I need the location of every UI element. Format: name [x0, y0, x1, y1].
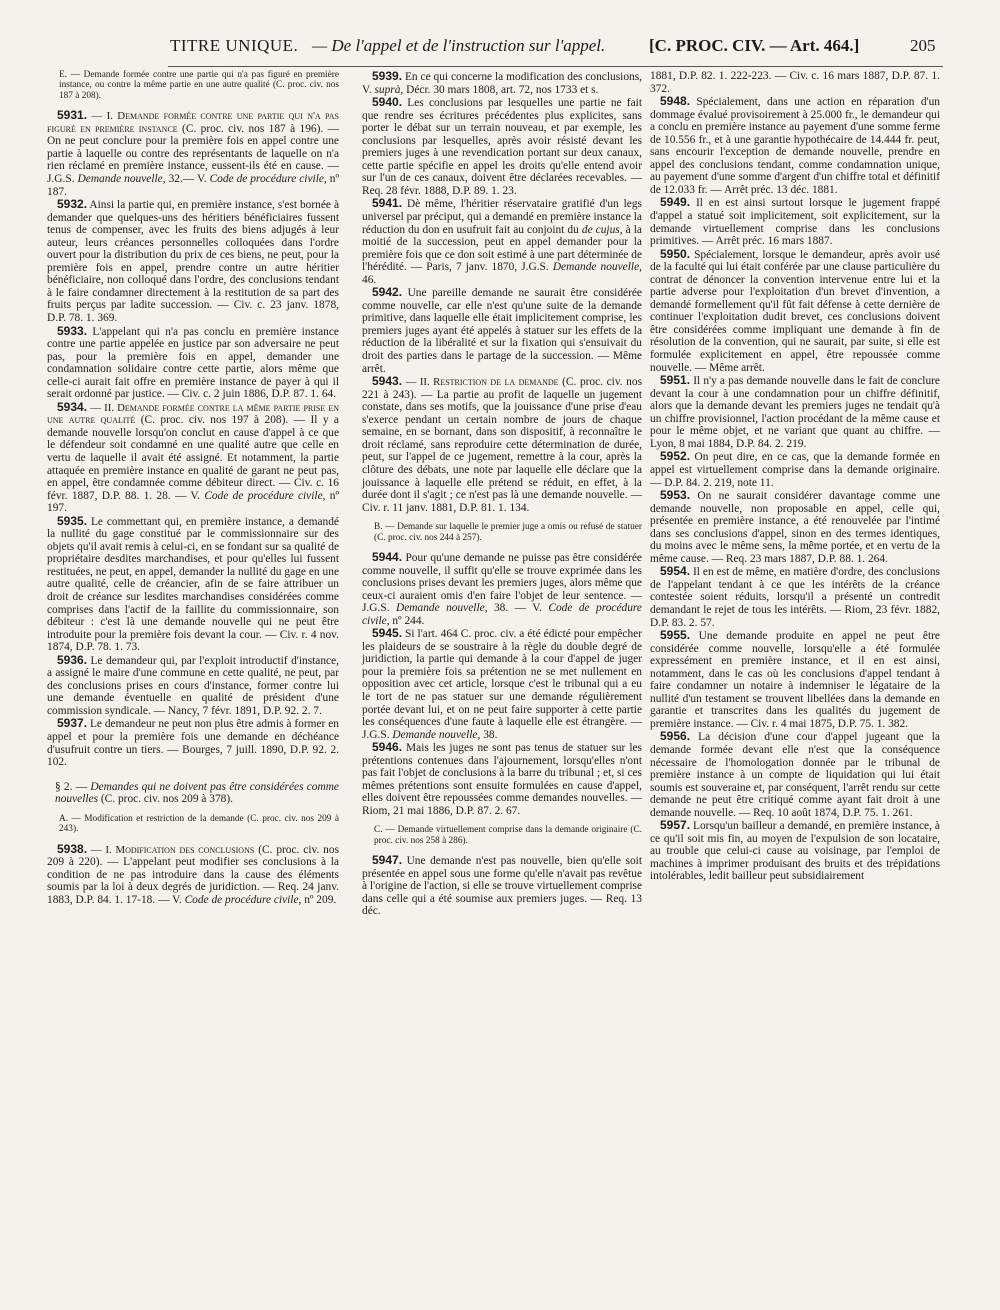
header-title: TITRE UNIQUE.: [170, 36, 299, 55]
citation-title: Demande nouvelle: [396, 602, 485, 615]
paragraph-5954: [650, 565, 940, 629]
paragraph-5937: [47, 717, 339, 768]
paragraph-text: Le demandeur ne peut non plus être admis à former en appel et pour la première fois une demande en déchéance d'usufruit contre un tiers. — Bourges, 7 juill. 1890, D.P. 92. 2. 102.: [47, 718, 339, 769]
header-rule: [168, 66, 943, 67]
paragraph-5938: [47, 843, 339, 907]
paragraph-text: (C. proc. civ. nos 221 à 243). — La partie au profit de laquelle un jugement constate, dans ses motifs, que la jouissance d'une prise d'eau s'exerce pendant un certain nombre de jours de chaque semaine, en se bornant, dans son dispositif, à reconnaître le droit réclamé, sans reproduire cette détermination de durée, peut, sur l'appel de ce jugement, remettre à la cour, après la clôture des débats, une note par laquelle elle déclare que la jouissance à laquelle elle prétend se réduit, en effet, à la durée dont il s'agit ; ce n'est pas là une demande nouvelle. — Civ. r. 11 janv. 1881, D.P. 81. 1. 134.: [362, 376, 643, 514]
paragraph-text: , 38. — V.: [484, 602, 542, 615]
paragraph-number: 5954.: [660, 564, 691, 579]
paragraph-text: (C. proc. civ. nos 197 à 208). — Il y a demande nouvelle lorsqu'on conclut en cause d'appel à ce que le défendeur soit condamné en une qualité autre que celle en vertu de laquelle il avait été assigné. Et notamment, la partie attaquée en première instance en qualité de garant ne peut pas, en appel, être condamnée comme débiteur direct. — Civ. c. 16 févr. 1887, D.P. 88. 1. 28. — V.: [47, 414, 339, 502]
paragraph-number: 5935.: [57, 513, 88, 528]
citation-title: Code de procédure civile: [209, 172, 324, 185]
paragraph-text: On ne saurait considérer davantage comme une demande nouvelle, non proposable en appel, celle qui, présentée en première instance, a été renouvelée par l'intimé dans ses conclusions d'appel, sinon en des termes identiques, du moins avec le même sens, la même portée, et en vertu de la même cause. — Req. 23 mars 1887, D.P. 88. 1. 264.: [650, 490, 940, 565]
paragraph-text: Une demande n'est pas nouvelle, bien qu'elle soit présentée en appel sous une forme qu'elle n'avait pas revêtue à l'origine de l'action, si elle se trouve virtuellement comprise dans celle qui a été soumise aux premiers juges. — Req. 13 déc.: [362, 855, 642, 918]
paragraph-5935: [47, 515, 339, 654]
paragraph-5939: [362, 70, 642, 96]
subsection-heading-b: B. — Demande sur laquelle le premier juge a omis ou refusé de statuer (C. proc. civ. nos 244 à 257).: [374, 522, 642, 543]
paragraph-number: 5934.: [57, 399, 88, 414]
paragraph-heading: — I. Modification des conclusions: [90, 843, 255, 856]
paragraph-number: 5936.: [57, 652, 88, 667]
subsection-heading-c: C. — Demande virtuellement comprise dans la demande originaire (C. proc. civ. nos 258 à 286).: [374, 825, 642, 846]
paragraph-text: Si l'art. 464 C. proc. civ. a été édicté pour empêcher les plaideurs de se soustraire à la règle du double degré de juridiction, la partie qui demande à la cour d'appel de juger pour la première fois sa prétention ne se met nullement en opposition avec cet article, lorsque c'est le tribunal qui a eu le tort de ne pas statuer sur une demande régulièrement portée devant lui, et on ne peut faire supporter à cette partie les conséquences d'une faute à laquelle elle est étrangère. — J.G.S.: [362, 628, 642, 741]
paragraph-number: 5950.: [660, 246, 691, 261]
paragraph-5941: [362, 197, 642, 286]
section-title: Demandes qui ne doivent pas être considérées comme nouvelles: [55, 780, 339, 806]
paragraph-text: Les conclusions par lesquelles une partie ne fait que rendre ses écritures précédentes plus explicites, sans porter le débat sur un terrain nouveau, et par exemple, les conclusions par lesquelles, après avoir résisté devant les premiers juges à une revendication portant sur deux canaux, cette partie spécifie en appel les droits qu'elle entend avoir sur l'un de ces canaux, doivent être déclarées recevables. — Req. 28 févr. 1888, D.P. 89. 1. 23.: [362, 97, 642, 197]
paragraph-text: Ainsi la partie qui, en première instance, s'est bornée à demander que quelques-uns des héritiers bénéficiaires fussent tenus de compenser, avec les fruits des biens adjugés à leur auteur, leurs créances personnelles colloquées dans l'ordre ouvert pour la distribution du prix de ces biens, ne peut, pour la première fois en appel, prendre contre un autre héritier bénéficiaire, non colloqué dans l'ordre, des conclusions tendant à le faire condamner directement à la restitution de sa part des fruits perçus par ladite succession. — Civ. c. 23 janv. 1878, D.P. 78. 1. 369.: [47, 199, 339, 324]
paragraph-number: 5940.: [372, 95, 403, 110]
paragraph-number: 5931.: [57, 108, 88, 123]
paragraph-number: 5945.: [372, 626, 403, 641]
paragraph-text: (C. proc. civ. nos 187 à 196). — On ne peut conclure pour la première fois en appel contre une partie à laquelle ou contre des représentants de laquelle on n'a rien réclamé en première instance, eussent-ils été en cause. — J.G.S.: [47, 122, 340, 185]
citation-title: suprà: [374, 83, 401, 96]
paragraph-text: , nº 244.: [386, 614, 425, 627]
paragraph-5956: [650, 730, 940, 819]
paragraph-text: Il en est ainsi surtout lorsque le jugement frappé d'appel a statué soit implicitement, soit explicitement, sur la demande virtuellement comprise dans les conclusions primitives. — Arrêt préc. 16 mars 1887.: [650, 197, 940, 248]
paragraph-text: , nº 209.: [298, 893, 337, 906]
paragraph-text: Pour qu'une demande ne puisse pas être considérée comme nouvelle, il suffit qu'elle se trouve exprimée dans les conclusions prises devant les premiers juges, alors même que ceux-ci auraient omis d'en faire l'objet de leur sentence. — J.G.S.: [362, 551, 642, 615]
paragraph-text: Il n'y a pas demande nouvelle dans le fait de conclure devant la cour à une condamnation pour un chiffre définitif, alors que la demande devant les premiers juges ne tendait qu'à un chiffre provisionnel, l'action procédant de la même cause et pour le même objet, et ne variant que quant au chiffre. — Lyon, 8 mai 1884, D.P. 84. 2. 219.: [650, 375, 940, 450]
paragraph-number: 5957.: [660, 818, 691, 833]
paragraph-number: 5956.: [660, 729, 691, 744]
paragraph-text: Lorsqu'un bailleur a demandé, en première instance, à ce qu'il soit mis fin, au moyen de l'expulsion de son locataire, au trouble que celui-ci cause au voisinage, par l'emploi de machines à imprimer produisant des bruits et des trépidations intolérables, ledit bailleur peut subsidiairement: [650, 820, 940, 883]
paragraph-number: 5953.: [660, 488, 691, 503]
section-number: § 2. —: [55, 780, 88, 793]
paragraph-text: Le demandeur qui, par l'exploit introductif d'instance, a assigné le maire d'une commune en cette qualité, ne peut, par des conclusions prises en cours d'instance, former contre lui une demande éventuelle en qualité de président d'une commission syndicale. — Nancy, 7 févr. 1891, D.P. 92. 2. 7.: [47, 654, 339, 717]
paragraph-number: 5941.: [372, 196, 403, 211]
paragraph-number: 5946.: [372, 740, 403, 755]
paragraph-text: Une pareille demande ne saurait être considérée comme nouvelle, car elle n'est qu'une suite de la demande primitive, dans laquelle elle était implicitement comprise, les premiers juges ayant été appelés à statuer sur les effets de la réduction de la libéralité et sur la fixation qui s'ensuivait du droit des parties dans le partage de la succession. — Même arrêt.: [362, 287, 642, 375]
citation-title: Demande nouvelle: [552, 261, 640, 274]
paragraph-text: , 46.: [362, 261, 642, 286]
paragraph-heading: — II. Restriction de la demande: [405, 376, 559, 389]
paragraph-5944: [362, 551, 642, 627]
paragraph-5945: [362, 627, 642, 741]
paragraph-text: Mais les juges ne sont pas tenus de statuer sur les prétentions contenues dans l'ajournement, lorsqu'elles n'ont pas fait l'objet de conclusions à la barre du tribunal ; et, si ces mêmes prétentions sont ensuite formulées en cause d'appel, elles doivent être repoussées comme demandes nouvelles. — Riom, 21 mai 1886, D.P. 87. 2. 67.: [362, 742, 642, 817]
paragraph-5947: [362, 854, 642, 918]
paragraph-text: Spécialement, dans une action en réparation d'un dommage évalué provisoirement à 25.000 fr., le demandeur qui a conclu en première instance au payement d'une somme ferme de 10.556 fr., et à une garantie hypothécaire de 14.444 fr. peut, sans encourir l'exception de demande nouvelle, prendre en appel des conclusions tendant, comme condamnation unique, au payement d'une somme d'argent d'un chiffre total et définitif de 12.033 fr. — Arrêt préc. 13 déc. 1881.: [650, 96, 940, 196]
column-left: [47, 70, 339, 906]
column-right: [650, 70, 940, 883]
paragraph-5934: [47, 401, 339, 515]
paragraph-text: , 32.— V.: [162, 172, 207, 185]
paragraph-text: Il en est de même, en matière d'ordre, des conclusions de l'appelant tendant à ce que les intérêts de la créance contestée soient réduits, lorsqu'il a présenté un contredit demandant le rejet de tous les intérêts. — Riom, 23 févr. 1882, D.P. 83. 2. 57.: [650, 566, 940, 629]
paragraph-text: , Décr. 30 mars 1808, art. 72, nos 1733 et s.: [400, 83, 599, 96]
paragraph-number: 5943.: [372, 374, 403, 389]
paragraph-number: 5955.: [660, 628, 691, 643]
citation-title: Demande nouvelle: [77, 172, 163, 185]
paragraph-heading: — II. Demande formée contre la même partie prise en une autre qualité: [47, 401, 339, 427]
page-number: 205: [910, 36, 936, 55]
section-heading-2: [47, 781, 339, 806]
paragraph-number: 5942.: [372, 285, 403, 300]
paragraph-5942: [362, 286, 642, 375]
paragraph-text: En ce qui concerne la modification des conclusions, V.: [362, 71, 642, 96]
citation-title: Code de procédure civile: [362, 602, 642, 627]
paragraph-5943: [362, 375, 642, 514]
paragraph-text: Dè même, l'héritier réservataire gratifié d'un legs universel par préciput, qui a demandé en première instance la réduction du don en usufruit fait au conjoint du: [362, 198, 642, 236]
paragraph-text: , nº 197.: [47, 489, 339, 515]
citation-title: Demande nouvelle: [392, 728, 478, 741]
paragraph-number: 5938.: [57, 841, 88, 856]
paragraph-text: (C. proc. civ. nos 209 à 220). — L'appelant peut modifier ses conclusions à la condition de ne pas introduire dans la cause des éléments soumis par la loi à deux degrés de juridiction. — Req. 24 janv. 1883, D.P. 84. 1. 17-18. — V.: [47, 843, 340, 906]
paragraph-5951: [650, 374, 940, 450]
paragraph-5932: [47, 198, 339, 324]
paragraph-5946: [362, 741, 642, 817]
section-reference: (C. proc. civ. nos 209 à 378).: [100, 793, 234, 806]
paragraph-5936: [47, 654, 339, 718]
running-header: [0, 36, 1000, 66]
paragraph-5955: [650, 629, 940, 730]
paragraph-number: 5947.: [372, 853, 403, 868]
paragraph-text: Une demande produite en appel ne peut être considérée comme nouvelle, lorsqu'elle a été formulée expressément en première instance, et il en est ainsi, notamment, dans le cas où les conclusions d'appel tendant à faire condamner un notaire à indemniser le légataire de la nullité d'un testament se trouvent libellées dans la demande en garantie et transcrites dans les qualités du jugement de première instance. — Civ. r. 4 mai 1875, D.P. 75. 1. 382.: [650, 630, 940, 730]
paragraph-5949: [650, 196, 940, 247]
paragraph-number: 5933.: [57, 323, 88, 338]
paragraph-number: 5952.: [660, 449, 691, 464]
header-subtitle: — De l'appel et de l'instruction sur l'appel.: [312, 36, 606, 55]
paragraph-text: , à la moitié de la succession, peut en appel demander pour la première fois que ce don soit estimé à une part déterminée de l'hérédité. — Paris, 7 janv. 1870, J.G.S.: [362, 223, 642, 274]
paragraph-number: 5949.: [660, 195, 691, 210]
paragraph-number: 5939.: [372, 69, 403, 83]
paragraph-number: 5944.: [372, 549, 403, 564]
paragraph-text: , nº 187.: [47, 172, 339, 198]
paragraph-5957: [650, 819, 940, 883]
paragraph-5933: [47, 325, 339, 401]
column-middle: [362, 70, 642, 918]
paragraph-text: Le commettant qui, en première instance, a demandé la nullité du gage constitué par le commissionnaire sur des objets qu'il avait remis à celui-ci, en se fondant sur sa qualité de propriétaire desdites marchandises, et pour qu'elles lui fussent restituées, ne peut, en appel, demander la nullité du gage en une autre qualité, celle de créancier, afin de se faire attribuer un droit de créance sur lesdites marchandises considérées comme comprises dans l'actif de la faillite du commissionnaire, son débiteur : c'est là une demande nouvelle qui ne peut être introduite pour la première fois devant la cour. — Civ. r. 4 nov. 1874, D.P. 78. 1. 73.: [47, 515, 339, 654]
paragraph-5953: [650, 489, 940, 565]
paragraph-5947-continued: 1881, D.P. 82. 1. 222-223. — Civ. c. 16 mars 1887, D.P. 87. 1. 372.: [650, 70, 940, 95]
subsection-heading-e: E. — Demande formée contre une partie qui n'a pas figuré en première instance, ou contre la même partie en une autre qualité (C. proc. civ. nos 187 à 208).: [59, 70, 339, 101]
paragraph-5948: [650, 95, 940, 196]
paragraph-text: Spécialement, lorsque le demandeur, après avoir usé de la faculté qui lui était conférée par une clause particulière du contrat de dénoncer la convention intervenue entre lui et la partie adverse pour l'exploitation d'un brevet d'invention, a demandé formellement qu'il fût fait défense à cette dernière de continuer l'exploitation dudit brevet, ces conclusions doivent être considérées comme impliquant une demande à fin de résolution de la convention, qui ne saurait, par suite, si elle est formulée explicitement en appel, être repoussée comme nouvelle. — Même arrêt.: [650, 248, 940, 374]
paragraph-number: 5951.: [660, 373, 691, 388]
paragraph-number: 5948.: [660, 94, 691, 109]
citation-title: de cujus: [581, 223, 620, 236]
subsection-heading-a: A. — Modification et restriction de la demande (C. proc. civ. nos 209 à 243).: [59, 813, 339, 835]
paragraph-text: , 38.: [477, 728, 498, 741]
citation-title: Code de procédure civile: [204, 489, 323, 502]
paragraph-heading: — I. Demande formée contre une partie qui n'a pas figuré en première instance: [47, 110, 339, 135]
paragraph-5940: [362, 96, 642, 197]
paragraph-number: 5932.: [57, 197, 88, 212]
header-code-reference: [C. PROC. CIV. — Art. 464.]: [649, 36, 860, 55]
paragraph-number: 5937.: [57, 716, 88, 731]
paragraph-text: On peut dire, en ce cas, que la demande formée en appel est virtuellement comprise dans la demande originaire. — D.P. 84. 2. 219, note 11.: [650, 451, 940, 489]
paragraph-text: L'appelant qui n'a pas conclu en première instance contre une partie appelée en justice par son adversaire ne peut pas, pour la première fois en appel, demander une condamnation solidaire contre cette partie, alors même que celle-ci aurait fait offre en première instance de payer à qui il serait ordonné par justice. — Civ. c. 2 juin 1886, D.P. 87. 1. 64.: [47, 325, 339, 401]
paragraph-5952: [650, 450, 940, 489]
citation-title: Code de procédure civile: [184, 893, 299, 906]
paragraph-5931: [47, 109, 339, 198]
paragraph-5950: [650, 248, 940, 374]
paragraph-text: La décision d'une cour d'appel jugeant que la demande formée devant elle n'est que la conséquence nécessaire de l'homologation donnée par le tribunal de première instance à un compte de liquidation qui lui était soumis est souveraine et, par conséquent, l'arrêt rendu sur cette demande ne peut être critiqué comme ayant fait droit à une demande nouvelle. — Req. 10 août 1874, D.P. 75. 1. 261.: [650, 731, 940, 819]
